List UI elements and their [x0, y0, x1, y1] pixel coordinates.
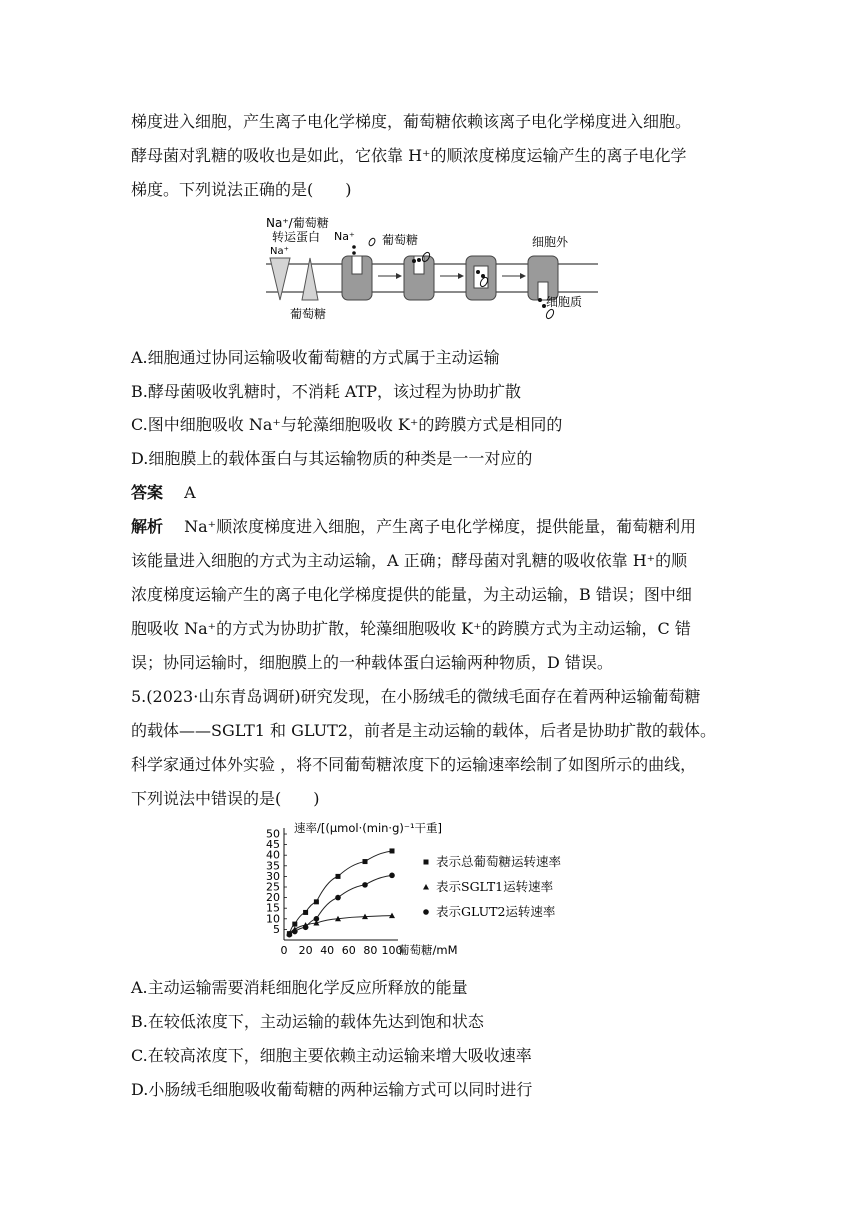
analysis-line-2: 该能量进入细胞的方式为主动运输，A 正确；酵母菌对乳糖的吸收依靠 H⁺的顺: [131, 551, 688, 570]
x-tick-label: 0: [280, 944, 288, 957]
data-point-circle: [292, 929, 298, 935]
data-point-square: [292, 922, 297, 927]
analysis-text-1: Na⁺顺浓度梯度进入细胞，产生离子电化学梯度，提供能量，葡萄糖利用: [184, 517, 697, 536]
legend-marker-triangle: [423, 884, 429, 890]
legend-marker-square: [424, 860, 429, 865]
data-point-square: [363, 859, 368, 864]
y-tick-label: 30: [266, 869, 280, 883]
glucose-gradient-label: 葡萄糖: [290, 307, 327, 321]
analysis-line-1: [131, 517, 696, 537]
legend-label-triangle: 表示SGLT1运转速率: [436, 879, 554, 894]
q4-option-a: A.细胞通过协同运输吸收葡萄糖的方式属于主动运输: [131, 348, 500, 367]
answer-row: [131, 483, 196, 503]
data-point-square: [303, 910, 308, 915]
q5-stem-line-3: 科学家通过体外实验 ，将不同葡萄糖浓度下的运输速率绘制了如图所示的曲线，: [131, 755, 697, 774]
q4-stem-line-1: 梯度进入细胞，产生离子电化学梯度，葡萄糖依赖该离子电化学梯度进入细胞。: [131, 112, 692, 131]
na-gradient-label: Na⁺: [270, 246, 289, 257]
q5-stem-line-2: 的载体——SGLT1 和 GLUT2，前者是主动运输的载体，后者是协助扩散的载体。: [131, 721, 716, 740]
data-point-circle: [389, 873, 395, 879]
y-tick-label: 25: [266, 880, 280, 894]
transport-rate-chart: [254, 820, 604, 965]
transporter-state-4: [528, 256, 558, 300]
transporter-state-1: [342, 256, 372, 300]
answer-value: A: [184, 483, 196, 502]
transporter-state-2: [404, 251, 434, 300]
x-tick-label: 100: [381, 944, 403, 957]
glucose-label-top: 葡萄糖: [382, 233, 419, 247]
y-tick-label: 35: [266, 859, 280, 873]
data-point-circle: [287, 932, 293, 938]
transport-diagram: [262, 214, 602, 326]
q5-option-d: D.小肠绒毛细胞吸收葡萄糖的两种运输方式可以同时进行: [131, 1080, 533, 1099]
data-point-circle: [314, 916, 320, 922]
analysis-line-5: 误；协同运输时，细胞膜上的一种载体蛋白运输两种物质，D 错误。: [131, 653, 613, 672]
x-tick-label: 80: [363, 944, 378, 957]
y-tick-label: 20: [266, 891, 280, 905]
data-point-square: [390, 848, 395, 853]
y-tick-label: 10: [266, 912, 280, 926]
y-tick-label: 45: [266, 838, 280, 852]
na-ion-label: Na⁺: [334, 230, 355, 243]
q4-option-c: C.图中细胞吸收 Na⁺与轮藻细胞吸收 K⁺的跨膜方式是相同的: [131, 415, 563, 434]
q5-option-a: A.主动运输需要消耗细胞化学反应所释放的能量: [131, 978, 468, 997]
x-tick-label: 20: [298, 944, 313, 957]
q5-stem-line-1: 5.(2023·山东青岛调研)研究发现，在小肠绒毛的微绒毛面存在着两种运输葡萄糖: [131, 687, 701, 706]
x-axis-label: 葡萄糖/mM: [398, 943, 458, 957]
q5-option-b: B.在较低浓度下，主动运输的载体先达到饱和状态: [131, 1012, 484, 1031]
q4-stem-line-3: 梯度。下列说法正确的是( ): [131, 180, 352, 199]
legend-marker-circle: [423, 909, 429, 915]
extracellular-label: 细胞外: [532, 235, 569, 249]
y-tick-label: 50: [266, 827, 280, 841]
transporter-label-line-1: Na⁺/葡萄糖: [266, 216, 329, 230]
transporter-state-3: [466, 256, 496, 300]
y-axis-label: 速率/[(μmol·(min·g)⁻¹干重]: [294, 821, 443, 835]
q5-stem-line-4: 下列说法中错误的是( ): [131, 789, 320, 808]
answer-label: 答案: [131, 483, 164, 502]
y-tick-label: 40: [266, 848, 280, 862]
analysis-line-3: 浓度梯度运输产生的离子电化学梯度提供的能量，为主动运输，B 错误；图中细: [131, 585, 692, 604]
transporter-label-line-2: 转运蛋白: [272, 230, 321, 244]
legend-label-circle: 表示GLUT2运转速率: [436, 904, 556, 919]
q5-option-c: C.在较高浓度下，细胞主要依赖主动运输来增大吸收速率: [131, 1046, 532, 1065]
y-tick-label: 5: [273, 922, 280, 936]
q4-option-d: D.细胞膜上的载体蛋白与其运输物质的种类是一一对应的: [131, 449, 533, 468]
q4-stem-line-2: 酵母菌对乳糖的吸收也是如此，它依靠 H⁺的顺浓度梯度运输产生的离子电化学: [131, 146, 687, 165]
y-tick-label: 15: [266, 901, 280, 915]
data-point-circle: [303, 924, 309, 930]
data-point-circle: [335, 895, 341, 901]
x-tick-label: 60: [341, 944, 356, 957]
x-tick-label: 40: [320, 944, 335, 957]
data-point-square: [336, 874, 341, 879]
cytoplasm-label: 细胞质: [546, 295, 583, 309]
data-point-square: [314, 899, 319, 904]
data-point-circle: [362, 882, 368, 888]
legend-label-square: 表示总葡萄糖运转速率: [436, 854, 562, 869]
q4-option-b: B.酵母菌吸收乳糖时，不消耗 ATP，该过程为协助扩散: [131, 382, 522, 401]
analysis-label: 解析: [131, 517, 164, 536]
analysis-line-4: 胞吸收 Na⁺的方式为协助扩散，轮藻细胞吸收 K⁺的跨膜方式为主动运输，C 错: [131, 619, 691, 638]
